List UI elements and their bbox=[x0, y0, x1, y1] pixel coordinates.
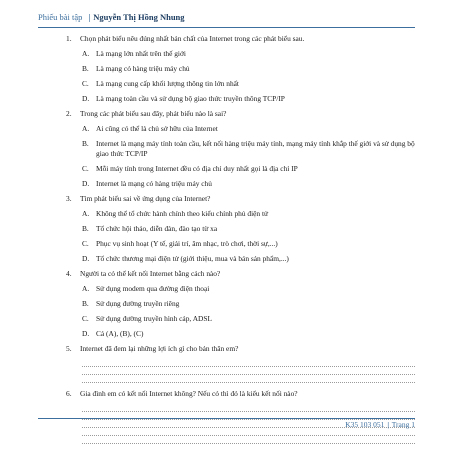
option-text: Tổ chức hội thảo, diễn đàn, đào tạo từ xa bbox=[96, 224, 218, 233]
footer-page-number: Trang 1 bbox=[391, 420, 415, 429]
option-letter: B. bbox=[82, 64, 89, 73]
question-text: Chọn phát biểu nêu đúng nhất bản chất của Internet trong các phát biểu sau. bbox=[80, 34, 305, 43]
option-4b bbox=[82, 299, 415, 309]
answer-line bbox=[82, 436, 415, 444]
option-4c bbox=[82, 314, 415, 324]
answer-area-5 bbox=[82, 359, 415, 383]
option-text: Là mạng cung cấp khối lượng thông tin lớn nhất bbox=[96, 79, 239, 88]
option-1a bbox=[82, 49, 415, 59]
header-subject: Phiếu bài tập bbox=[38, 12, 83, 22]
option-2a bbox=[82, 124, 415, 134]
header-separator: | bbox=[88, 12, 91, 22]
option-3a bbox=[82, 209, 415, 219]
question-text: Gia đình em có kết nối Internet không? Nếu có thì đó là kiểu kết nối nào? bbox=[80, 389, 298, 398]
option-2b bbox=[82, 139, 415, 159]
option-letter: C. bbox=[82, 239, 89, 248]
option-3d bbox=[82, 254, 415, 264]
option-text: Không thể tổ chức hành chính theo kiểu chính phủ điện tử bbox=[96, 209, 269, 218]
option-letter: D. bbox=[82, 94, 90, 103]
question-number: 4. bbox=[66, 269, 72, 278]
page-footer bbox=[345, 420, 415, 430]
footer-separator: | bbox=[387, 420, 389, 429]
option-text: Ai cũng có thể là chủ sở hữu của Internet bbox=[96, 124, 218, 133]
option-letter: C. bbox=[82, 314, 89, 323]
option-1b bbox=[82, 64, 415, 74]
option-letter: C. bbox=[82, 164, 89, 173]
option-text: Sử dụng đường truyền hình cáp, ADSL bbox=[96, 314, 212, 323]
question-1 bbox=[66, 34, 415, 44]
answer-line bbox=[82, 375, 415, 383]
option-letter: C. bbox=[82, 79, 89, 88]
question-5 bbox=[66, 344, 415, 354]
header-rule bbox=[38, 27, 415, 28]
question-number: 5. bbox=[66, 344, 72, 353]
option-text: Internet là mạng máy tính toàn cầu, kết nối hàng triệu máy tính, mạng máy tính khắp thế giới và sử dụng bộ giao thức TCP/IP bbox=[96, 139, 415, 158]
option-letter: A. bbox=[82, 284, 90, 293]
answer-line bbox=[82, 404, 415, 412]
option-1d bbox=[82, 94, 415, 104]
option-letter: B. bbox=[82, 299, 89, 308]
option-2c bbox=[82, 164, 415, 174]
option-letter: A. bbox=[82, 49, 90, 58]
option-text: Sử dụng đường truyền riêng bbox=[96, 299, 180, 308]
option-text: Internet là mạng có hàng triệu máy chủ bbox=[96, 179, 212, 188]
option-letter: B. bbox=[82, 224, 89, 233]
option-letter: B. bbox=[82, 139, 89, 148]
option-4a bbox=[82, 284, 415, 294]
option-text: Là mạng có hàng triệu máy chủ bbox=[96, 64, 190, 73]
option-text: Cả (A), (B), (C) bbox=[96, 329, 144, 338]
option-3c bbox=[82, 239, 415, 249]
option-text: Mỗi máy tính trong Internet đều có địa chỉ duy nhất gọi là địa chỉ IP bbox=[96, 164, 298, 173]
option-2d bbox=[82, 179, 415, 189]
option-4d bbox=[82, 329, 415, 339]
answer-line bbox=[82, 367, 415, 375]
option-3b bbox=[82, 224, 415, 234]
question-text: Trong các phát biểu sau đây, phát biểu nào là sai? bbox=[80, 109, 227, 118]
question-4 bbox=[66, 269, 415, 279]
option-letter: D. bbox=[82, 329, 90, 338]
question-text: Người ta có thể kết nối Internet bằng cách nào? bbox=[80, 269, 221, 278]
option-letter: A. bbox=[82, 209, 90, 218]
footer-rule bbox=[38, 418, 415, 419]
option-letter: A. bbox=[82, 124, 90, 133]
question-number: 3. bbox=[66, 194, 72, 203]
question-3 bbox=[66, 194, 415, 204]
footer-code: K35 103 051 bbox=[345, 420, 385, 429]
option-text: Là mạng lớn nhất trên thế giới bbox=[96, 49, 186, 58]
question-number: 2. bbox=[66, 109, 72, 118]
page-header bbox=[38, 9, 415, 25]
option-text: Phục vụ sinh hoạt (Y tế, giải trí, âm nhạc, trò chơi, thời sự,...) bbox=[96, 239, 278, 248]
option-1c bbox=[82, 79, 415, 89]
option-text: Sử dụng modem qua đường điện thoại bbox=[96, 284, 210, 293]
question-2 bbox=[66, 109, 415, 119]
option-letter: D. bbox=[82, 254, 90, 263]
answer-line bbox=[82, 359, 415, 367]
question-text: Internet đã đem lại những lợi ích gì cho bản thân em? bbox=[80, 344, 239, 353]
question-number: 6. bbox=[66, 389, 72, 398]
worksheet-content bbox=[38, 34, 415, 450]
question-text: Tìm phát biểu sai về ứng dụng của Internet? bbox=[80, 194, 211, 203]
header-author: Nguyễn Thị Hồng Nhung bbox=[93, 12, 185, 22]
option-letter: D. bbox=[82, 179, 90, 188]
question-number: 1. bbox=[66, 34, 72, 43]
question-6 bbox=[66, 389, 415, 399]
option-text: Tổ chức thương mại điện tử (giới thiệu, mua và bán sản phẩm,...) bbox=[96, 254, 289, 263]
option-text: Là mạng toàn cầu và sử dụng bộ giao thức truyền thông TCP/IP bbox=[96, 94, 285, 103]
